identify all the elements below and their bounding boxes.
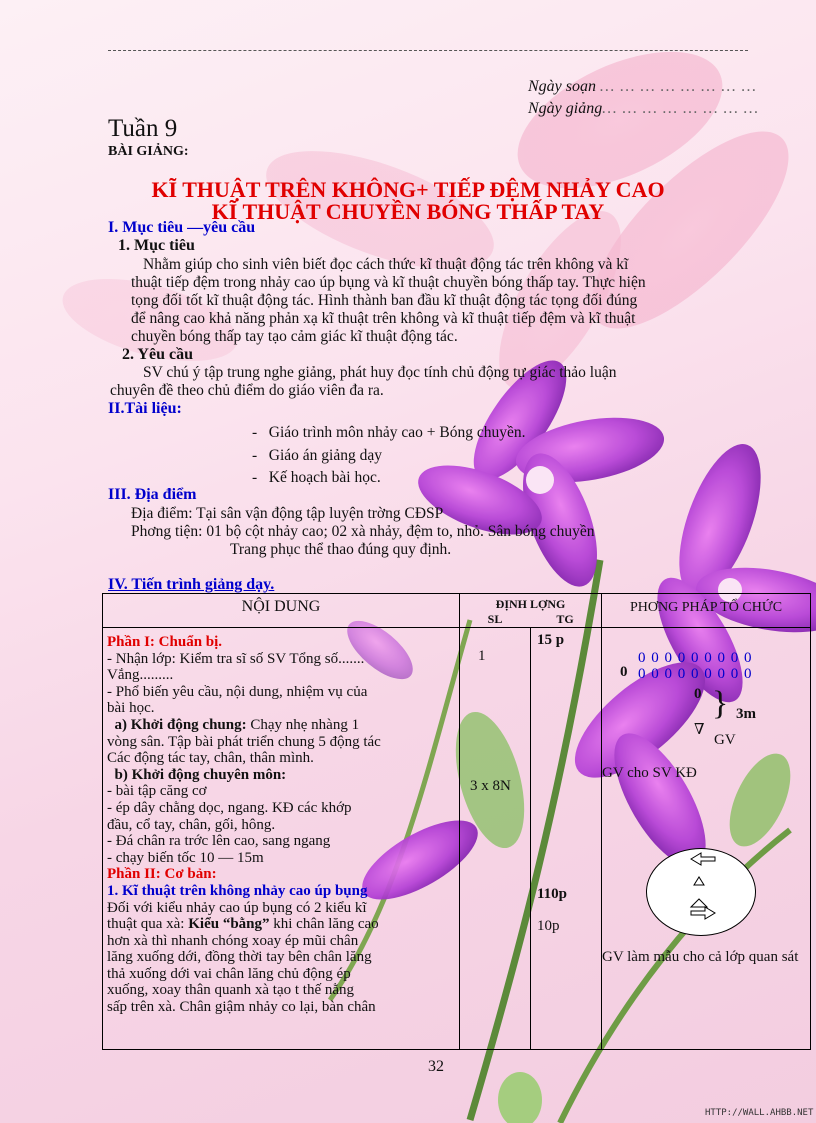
formation-teacher: GV <box>714 732 736 748</box>
title-line-2: KĨ THUẬT CHUYỀN BÓNG THẤP TAY <box>211 199 605 224</box>
formation-marker: 0 <box>620 664 628 680</box>
formation-distance: 3m <box>736 706 756 722</box>
tg-cell <box>531 628 602 1050</box>
brace-icon: } <box>712 685 729 722</box>
objectives-line: để nâng cao khả năng phản xạ kĩ thuật trên không và kĩ thuật tiếp đệm và kĩ thuật <box>131 310 636 327</box>
section-objectives-heading: I. Mục tiêu —yêu cầu <box>108 219 256 236</box>
method-cell <box>602 628 811 1050</box>
sl-cell <box>460 628 531 1050</box>
teacher-triangle-icon: ∇ <box>694 722 705 738</box>
section-location-heading: III. Địa điểm <box>108 486 197 503</box>
watermark: HTTP://WALL.AHBB.NET <box>705 1108 814 1118</box>
drill-arrows-icon <box>647 849 755 935</box>
objectives-line: chuyền bóng thấp tay tạo cảm giác kĩ thuật động tác. <box>131 328 458 345</box>
objectives-line: Nhằm giúp cho sinh viên biết đọc cách thức kĩ thuật động tác trên không và kĩ <box>143 256 629 273</box>
prep-date: Ngày soạn … … … … … … … … <box>528 78 757 95</box>
section-process-heading: IV. Tiến trình giảng dạy. <box>108 576 275 593</box>
drill-diagram <box>646 848 756 936</box>
teach-date: Ngày giảng… … … … … … … … <box>528 100 760 117</box>
tg-value: 10p <box>537 918 560 934</box>
formation-marker: 0 <box>694 686 702 702</box>
content-cell: Phần I: Chuẩn bị. - Nhận lớp: Kiểm tra sĩ số SV Tổng số....... Vắng......... - Phổ biến yêu cầu, nội dung, nhiệm vụ của bài học. a) Khởi động chung: Chạy nhẹ nhàng 1 vòng sân. Tập bài phát triển chung 5 động tác Các động tác tay, chân, thân mình. b) Khởi động chuyên môn: - bài tập căng cơ - ép dây chằng dọc, ngang. KĐ các khớp đầu, cổ tay, chân, gối, hông. - Đá chân ra trớc lên cao, sang ngang - chạy biến tốc 10 — 15m Phần II: Cơ bản: 1. Kĩ thuật trên không nhảy cao úp bụng Đối với kiểu nhảy cao úp bụng có 2 kiểu kĩ thuật qua xà: Kiểu “bằng” khi chân lăng cao hơn xà thì nhanh chóng xoay ép mũi chân lăng xuống dới, đồng thời tay bên chân lăng thả xuống dới vai chân lăng chủ động ép xuống, xoay thân quanh xà tạo t thế nằng sấp trên xà. Chân giậm nhảy co lại, bàn chân <box>103 628 460 1050</box>
materials-item: - Giáo trình môn nhảy cao + Bóng chuyền. <box>252 424 526 441</box>
materials-item: - Kế hoạch bài học. <box>252 469 381 486</box>
sl-value: 3 x 8N <box>470 778 511 794</box>
method-warmup: GV cho SV KĐ <box>602 765 697 781</box>
formation-row: 0 0 0 0 0 0 0 0 0 <box>638 666 753 682</box>
location-line: Địa điểm: Tại sân vận động tập luyện trờng CĐSP <box>131 505 444 522</box>
requirements-line: chuyên đề theo chủ điểm do giáo viên đa ra. <box>110 382 384 399</box>
tg-value: 15 p <box>537 632 565 648</box>
title-line-1: KĨ THUẬT TRÊN KHÔNG+ TIẾP ĐỆM NHẢY CAO <box>151 177 665 202</box>
page-number: 32 <box>428 1058 444 1075</box>
lesson-label: BÀI GIẢNG: <box>108 144 189 159</box>
header-dose: ĐỊNH LỢNG SL TG <box>460 594 602 628</box>
location-line: Trang phục thể thao đúng quy định. <box>230 541 452 558</box>
header-method: PHƠNG PHÁP TỔ CHỨC <box>602 594 811 628</box>
week-label: Tuần 9 <box>108 115 178 142</box>
section-materials-heading: II.Tài liệu: <box>108 400 182 417</box>
objectives-line: thuật tiếp đệm trong nhảy cao úp bụng và kĩ thuật chuyền bóng thấp tay. Thực hiện <box>131 274 646 291</box>
sl-value: 1 <box>478 648 486 664</box>
method-demo: GV làm mẫu cho cả lớp quan sát <box>602 949 799 965</box>
formation-row: 0 0 0 0 0 0 0 0 0 <box>638 650 753 666</box>
location-line: Phơng tiện: 01 bộ cột nhảy cao; 02 xà nhảy, đệm to, nhỏ. Sân bóng chuyền <box>131 523 595 540</box>
materials-item: - Giáo án giảng dạy <box>252 447 382 464</box>
objectives-line: tọng đối tốt kĩ thuật động tác. Hình thành ban đầu kĩ thuật động tác tọng đối đúng <box>131 292 638 309</box>
tg-value: 110p <box>537 886 568 902</box>
requirements-line: SV chú ý tập trung nghe giảng, phát huy đọc tính chủ động tự giác thảo luận <box>143 364 617 381</box>
header-content: NỘI DUNG <box>103 594 460 628</box>
header-rule <box>108 50 748 51</box>
requirements-subheading: 2. Yêu cầu <box>122 346 193 363</box>
objectives-subheading: 1. Mục tiêu <box>118 237 195 254</box>
lesson-plan-table <box>102 593 811 1050</box>
